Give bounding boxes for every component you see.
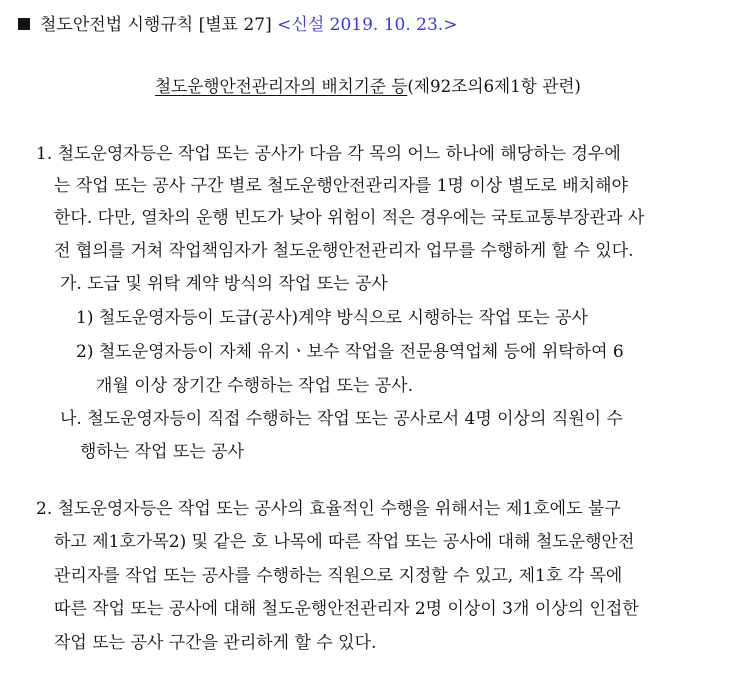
- item-1-na-line-1: 나. 철도운영자등이 직접 수행하는 작업 또는 공사로서 4명 이상의 직원이 수: [60, 409, 623, 429]
- item-1-line-2: 는 작업 또는 공사 구간 별로 철도운행안전관리자를 1명 이상 별도로 배치해야: [54, 176, 628, 196]
- item-1-line-1: 1. 철도운영자등은 작업 또는 공사가 다음 각 목의 어느 하나에 해당하는 경우에: [36, 144, 621, 164]
- title-ref: (제92조의6제1항 관련): [407, 77, 581, 97]
- item-2-line-5: 작업 또는 공사 구간을 관리하게 할 수 있다.: [54, 633, 377, 653]
- item-1-ga-1: 1) 철도운영자등이 도급(공사)계약 방식으로 시행하는 작업 또는 공사: [76, 308, 588, 328]
- item-1-line-3: 한다. 다만, 열차의 운행 빈도가 낮아 위험이 적은 경우에는 국토교통부장관과 사: [54, 208, 645, 228]
- item-2-line-2: 하고 제1호가목2) 및 같은 호 나목에 따른 작업 또는 공사에 대해 철도운행안전: [54, 532, 635, 552]
- title-main: 철도운행안전관리자의 배치기준 등: [155, 77, 408, 97]
- item-2-line-3: 관리자를 작업 또는 공사를 수행하는 직원으로 지정할 수 있고, 제1호 각 목에: [54, 566, 623, 586]
- item-1-ga: 가. 도급 및 위탁 계약 방식의 작업 또는 공사: [60, 274, 388, 294]
- header-label: 철도안전법 시행규칙 [별표 27]: [40, 15, 272, 35]
- item-1-line-4: 전 협의를 거쳐 작업책임자가 철도운행안전관리자 업무를 수행하게 할 수 있다.: [54, 241, 634, 261]
- page-title: [0, 76, 736, 98]
- black-square-icon: [18, 18, 30, 30]
- item-1-ga-2-line-2: 개월 이상 장기간 수행하는 작업 또는 공사.: [96, 376, 414, 396]
- item-2-line-1: 2. 철도운영자등은 작업 또는 공사의 효율적인 수행을 위해서는 제1호에도 불구: [36, 499, 621, 519]
- item-1-na-line-2: 행하는 작업 또는 공사: [80, 442, 245, 462]
- item-1-ga-2-line-1: 2) 철도운영자등이 자체 유지ㆍ보수 작업을 전문용역업체 등에 위탁하여 6: [76, 342, 624, 362]
- revision-note: <신설 2019. 10. 23.>: [277, 15, 458, 35]
- item-2-line-4: 따른 작업 또는 공사에 대해 철도운행안전관리자 2명 이상이 3개 이상의 인접한: [54, 599, 639, 619]
- document-header: [18, 14, 457, 36]
